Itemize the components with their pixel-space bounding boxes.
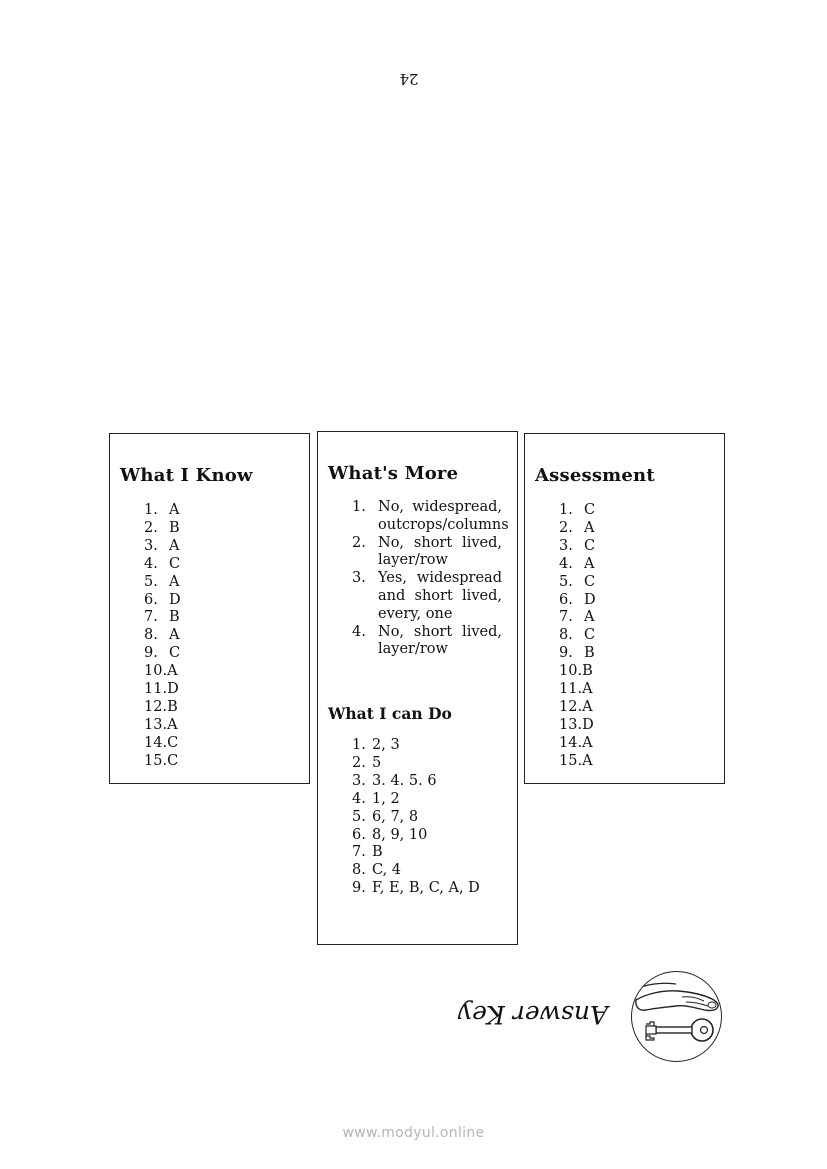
assessment-box [524, 433, 725, 784]
list-item: 4. 1, 2 [352, 790, 400, 807]
list-item: 14.C [144, 734, 179, 751]
list-item: 13.D [559, 716, 594, 733]
hand-key-drawing [632, 972, 722, 1062]
what-i-know-list [144, 502, 181, 771]
list-item: 5. 6, 7, 8 [352, 808, 419, 825]
what-i-can-do-title: What I can Do [328, 704, 452, 723]
list-item: 10.A [144, 663, 178, 680]
whats-more-list [352, 499, 509, 659]
list-item: 7. A [559, 609, 595, 626]
list-item: 4. C [144, 555, 181, 572]
list-item: 8. A [144, 627, 180, 644]
list-item: 1. A [144, 502, 180, 518]
list-item: 6. D [559, 591, 596, 608]
list-item: 6. 8, 9, 10 [352, 826, 428, 843]
list-item: 4. A [559, 555, 595, 572]
list-item: 10.B [559, 663, 593, 680]
answer-key-title: Answer Key [458, 1000, 608, 1029]
hand-key-icon [631, 971, 722, 1062]
list-item: 9. C [144, 645, 181, 662]
list-item: 12.B [144, 698, 178, 715]
list-item: 6. D [144, 591, 181, 608]
assessment-list [559, 502, 596, 771]
list-item: 15.A [559, 752, 593, 769]
list-item: 2. No, short lived, layer/row [352, 534, 502, 569]
list-item: 11.A [559, 681, 593, 698]
list-item: 7. B [352, 844, 383, 861]
list-item: 8. C [559, 627, 596, 644]
whats-more-box [317, 431, 518, 945]
whats-more-title: What's More [328, 463, 459, 484]
list-item: 13.A [144, 716, 178, 733]
list-item: 7. B [144, 609, 180, 626]
list-item: 1. C [559, 502, 596, 518]
what-i-know-box [109, 433, 310, 784]
list-item: 14.A [559, 734, 593, 751]
list-item: 5. C [559, 573, 596, 590]
list-item: 2. B [144, 519, 180, 536]
list-item: 4. No, short lived, layer/row [352, 623, 502, 658]
what-i-can-do-list [352, 737, 480, 898]
list-item: 8. C, 4 [352, 862, 402, 879]
list-item: 3. 3. 4. 5. 6 [352, 772, 437, 789]
list-item: 9. B [559, 645, 595, 662]
list-item: 1. No, widespread, outcrops/columns [352, 499, 509, 533]
assessment-title: Assessment [535, 465, 655, 486]
watermark: www.modyul.online [342, 1125, 485, 1141]
list-item: 11.D [144, 681, 179, 698]
list-item: 3. A [144, 537, 180, 554]
list-item: 12.A [559, 698, 593, 715]
list-item: 1. 2, 3 [352, 737, 400, 753]
list-item: 3. Yes, widespread and short lived, every, one [352, 570, 502, 622]
page-number: 24 [399, 70, 419, 88]
list-item: 2. 5 [352, 754, 382, 771]
list-item: 9. F, E, B, C, A, D [352, 880, 480, 897]
list-item: 15.C [144, 752, 179, 769]
what-i-know-title: What I Know [120, 465, 253, 486]
list-item: 5. A [144, 573, 180, 590]
list-item: 3. C [559, 537, 596, 554]
list-item: 2. A [559, 519, 595, 536]
